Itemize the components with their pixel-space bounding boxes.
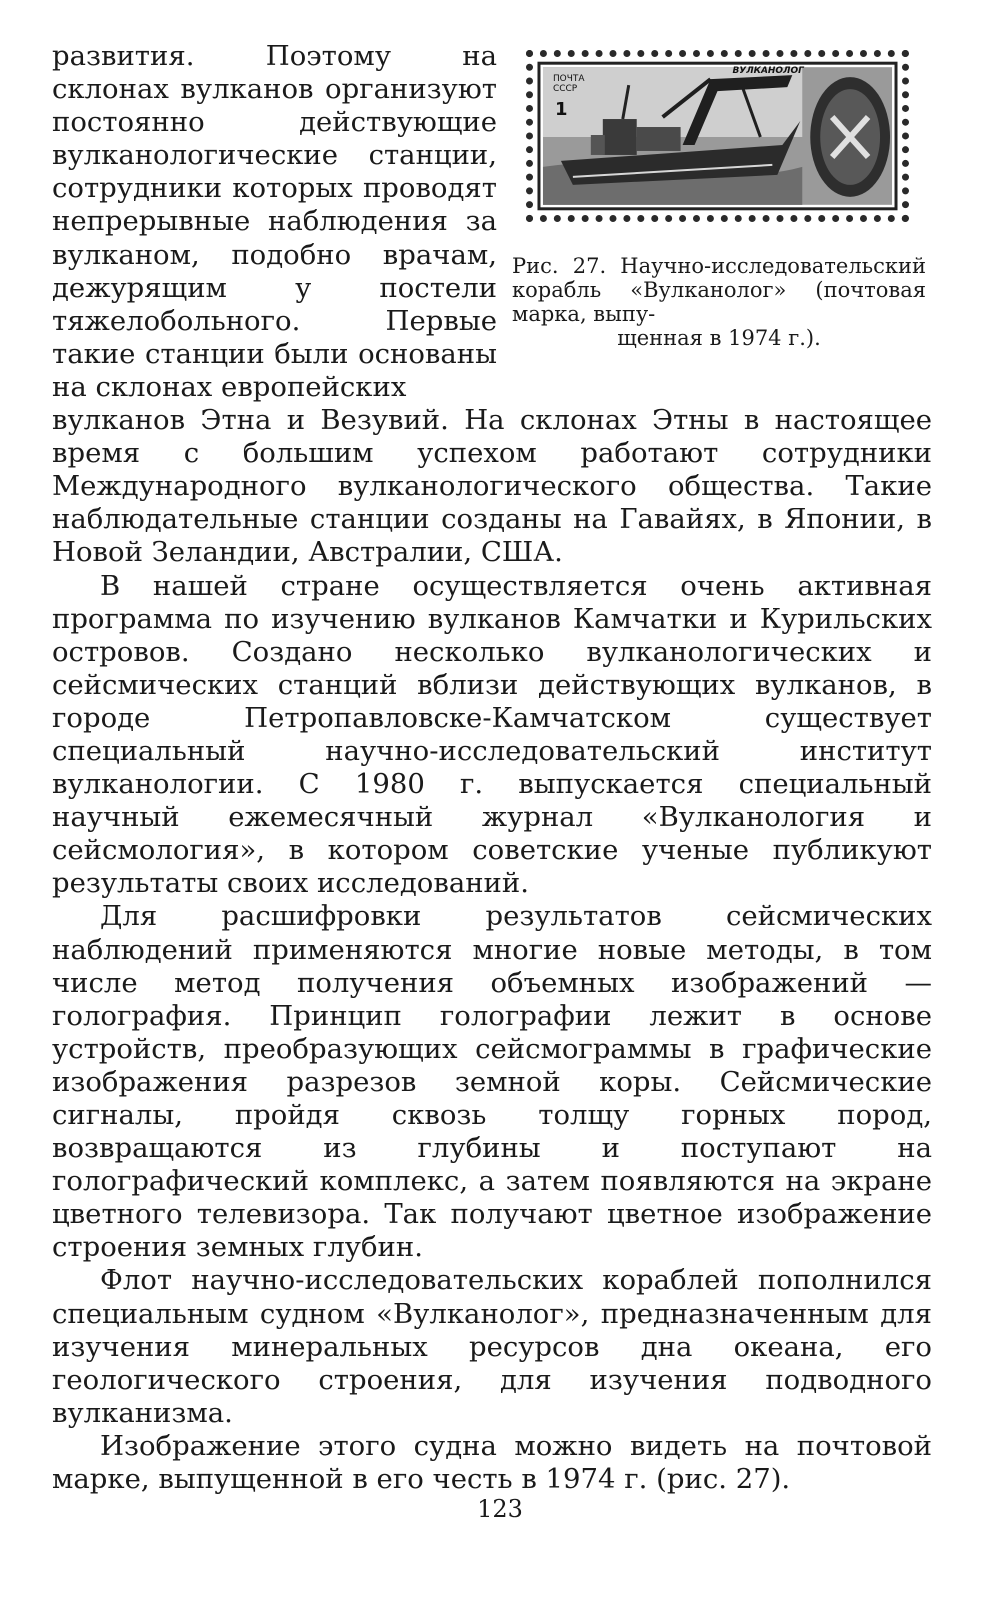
paragraph-research-fleet: Флот научно-исследовательских кораблей пополнился специальным судном «Вулканолог», предназначенным для изучения минеральных ресурсов дна океана, его геологического строения, для изучения подводного вулканизма. bbox=[52, 1264, 932, 1429]
paragraph-holography: Для расшифровки результатов сейсмических наблюдений применяются многие новые методы, в том числе метод получения объемных изображений — голография. Принцип голографии лежит в основе устройств, преобразующих сейсмограммы в графические изображения разрезов земной коры. Сейсмические сигналы, пройдя сквозь толщу горных пород, возвращаются из глубины и поступают на голографический комплекс, а затем появляются на экране цветного телевизора. Так получают цветное изображение строения земных глубин. bbox=[52, 900, 932, 1264]
page-number: 123 bbox=[477, 1495, 523, 1523]
figure-27 bbox=[512, 50, 926, 350]
paragraph-volcano-program: В нашей стране осуществляется очень активная программа по изучению вулканов Камчатки и Курильских островов. Создано несколько вулканологических и сейсмических станций вблизи действующих вулканов, в городе Петропавловске-Камчатском существует специальный научно-исследовательский институт вулканологии. С 1980 г. выпускается специальный научный ежемесячный журнал «Вулканология и сейсмология», в котором советские ученые публикуют результаты своих исследований. bbox=[52, 569, 932, 900]
figure-caption bbox=[512, 254, 926, 350]
figure-caption-main: Рис. 27. Научно-исследовательский корабль «Вулканолог» (почтовая марка, выпу- bbox=[512, 254, 926, 326]
intro-column-text: развития. Поэтому на склонах вулканов организуют постоянно действующие вулканологические станции, сотрудники которых проводят непрерывные наблюдения за вулканом, подобно врачам, дежурящим у постели тяжелобольного. Первые такие станции были основаны на склонах европейских bbox=[52, 40, 497, 403]
paragraph-stamp-reference: Изображение этого судна можно видеть на почтовой марке, выпущенной в его честь в 1974 г. (рис. 27). bbox=[52, 1429, 932, 1496]
stamp-ship-name: ВУЛКАНОЛОГ bbox=[732, 66, 804, 77]
intro-continuation: вулканов Этна и Везувий. На склонах Этны в настоящее время с большим успехом работают сотрудники Международного вулканологического общества. Такие наблюдательные станции созданы на Гавайях, в Японии, в Новой Зеландии, Австралии, США. bbox=[52, 404, 932, 569]
stamp-post-label: ПОЧТА bbox=[552, 74, 585, 85]
postage-stamp-image bbox=[526, 50, 909, 222]
figure-caption-last-line: щенная в 1974 г.). bbox=[617, 326, 821, 350]
stamp-denomination: 1 bbox=[554, 99, 568, 121]
stamp-country-label: СССР bbox=[552, 84, 578, 95]
page-body bbox=[52, 40, 932, 1496]
